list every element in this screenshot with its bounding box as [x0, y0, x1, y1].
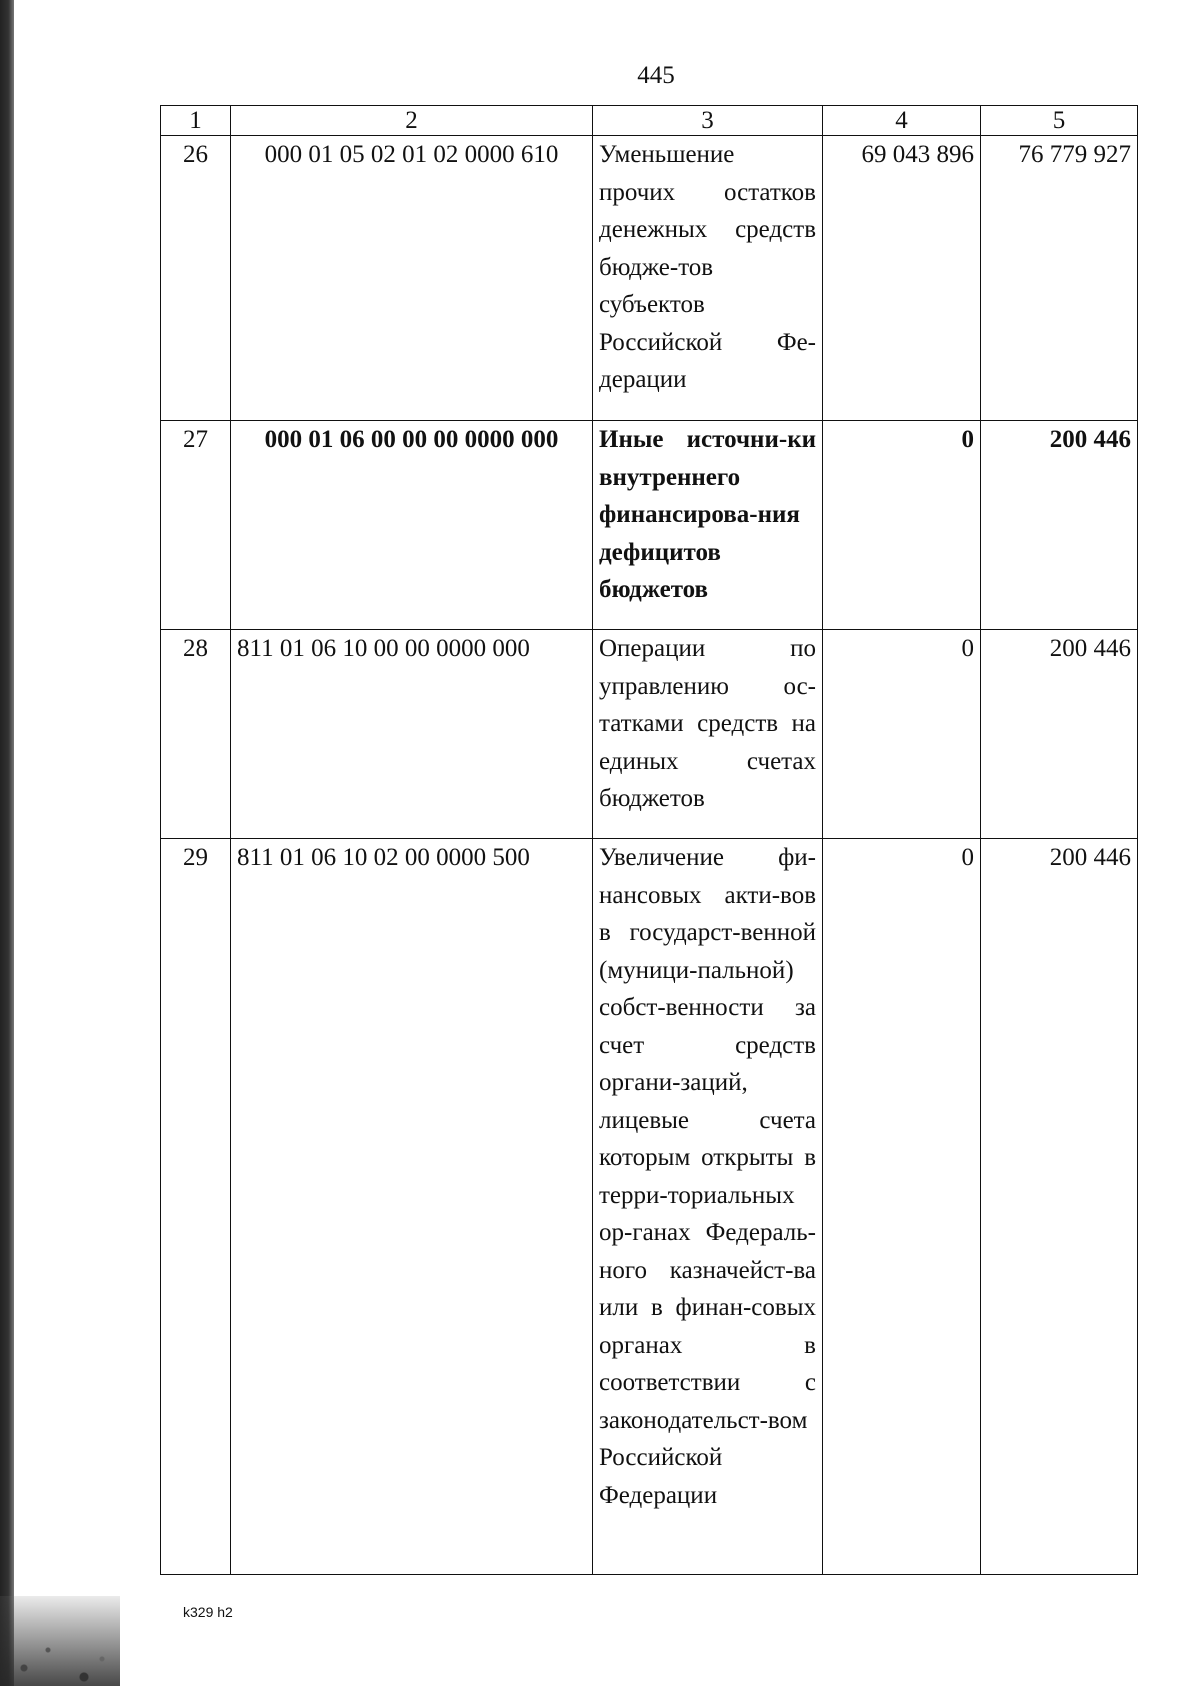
table-row-27: [161, 421, 1138, 630]
budget-code: 000 01 06 00 00 00 0000 000: [231, 421, 593, 630]
value-col-4: 0: [823, 421, 981, 630]
scan-left-edge: [0, 0, 14, 1686]
page-number: 445: [637, 62, 675, 89]
row-number: 27: [161, 421, 231, 630]
header-col-2: 2: [231, 106, 593, 136]
header-col-4: 4: [823, 106, 981, 136]
budget-code: 811 01 06 10 00 00 0000 000: [231, 630, 593, 839]
table-row-29: [161, 839, 1138, 1575]
value-col-5: 200 446: [981, 421, 1138, 630]
value-col-5: 200 446: [981, 839, 1138, 1575]
scan-corner-noise: [0, 1596, 120, 1686]
header-col-5: 5: [981, 106, 1138, 136]
value-col-4: 0: [823, 839, 981, 1575]
budget-code: 000 01 05 02 01 02 0000 610: [231, 136, 593, 421]
row-description: Увеличение фи-нансовых акти-вов в государст-венной (муници-пальной) собст-венности за счет средств органи-заций, лицевые счета которым открыты в терри-ториальных ор-ганах Федераль-ного казначейст-ва или в финан-совых органах в соответствии с законодательст-вом Российской Федерации: [593, 839, 823, 1575]
value-col-5: 76 779 927: [981, 136, 1138, 421]
footer-doc-code: k329 h2: [183, 1604, 233, 1620]
row-number: 26: [161, 136, 231, 421]
value-col-4: 69 043 896: [823, 136, 981, 421]
table-row-28: [161, 630, 1138, 839]
budget-sources-table: [160, 105, 1138, 1575]
row-description: Иные источни-ки внутреннего финансирова-ния дефицитов бюджетов: [593, 421, 823, 630]
header-col-3: 3: [593, 106, 823, 136]
row-description: Операции по управлению ос-татками средств на единых счетах бюджетов: [593, 630, 823, 839]
value-col-5: 200 446: [981, 630, 1138, 839]
row-description: Уменьшение прочих остатков денежных средств бюдже-тов субъектов Российской Фе-дерации: [593, 136, 823, 421]
row-number: 28: [161, 630, 231, 839]
table-row-26: [161, 136, 1138, 421]
row-number: 29: [161, 839, 231, 1575]
budget-code: 811 01 06 10 02 00 0000 500: [231, 839, 593, 1575]
value-col-4: 0: [823, 630, 981, 839]
header-col-1: 1: [161, 106, 231, 136]
table-header-row: [161, 106, 1138, 136]
